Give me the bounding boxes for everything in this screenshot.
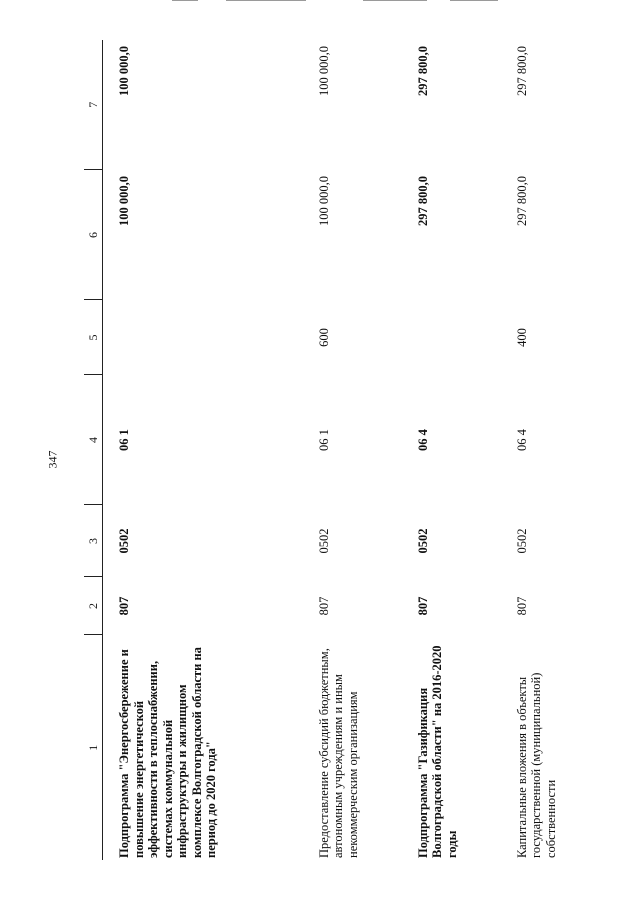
column-number: 3 bbox=[84, 505, 103, 577]
budget-table-area bbox=[84, 40, 600, 860]
column-number: 2 bbox=[84, 577, 103, 635]
row-name: Капитальные вложения в объекты государственной (муниципальной) собственности bbox=[514, 672, 558, 858]
column-number: 4 bbox=[84, 375, 103, 505]
table-row bbox=[402, 40, 501, 860]
expense-type-code bbox=[402, 300, 501, 375]
column-number: 6 bbox=[84, 170, 103, 300]
page-number: 347 bbox=[45, 450, 60, 469]
amount-col7: 100 000,0 bbox=[117, 46, 131, 96]
amount-col6: 297 800,0 bbox=[415, 176, 430, 226]
ministry-code: 807 bbox=[514, 596, 529, 616]
section-code: 0502 bbox=[415, 528, 430, 554]
expense-type-code: 600 bbox=[316, 328, 331, 347]
row-name: Предоставление субсидий бюджетным, автономным учреждениям и иным некоммерческим организациям bbox=[316, 648, 360, 858]
column-number-row bbox=[84, 40, 103, 860]
ministry-code: 807 bbox=[415, 596, 430, 616]
scan-mark bbox=[172, 0, 198, 1]
amount-col6: 100 000,0 bbox=[316, 176, 331, 226]
expense-type-code bbox=[103, 300, 303, 375]
section-code: 0502 bbox=[514, 528, 529, 554]
amount-col6: 297 800,0 bbox=[514, 176, 529, 226]
scan-mark bbox=[363, 0, 427, 1]
ministry-code: 807 bbox=[316, 596, 331, 616]
target-article-code: 06 1 bbox=[316, 429, 331, 451]
amount-col6: 100 000,0 bbox=[117, 176, 131, 226]
expense-type-code: 400 bbox=[514, 328, 529, 347]
amount-col7: 297 800,0 bbox=[514, 46, 529, 96]
column-number: 5 bbox=[84, 300, 103, 375]
row-name: Подпрограмма "Газификация Волгоградской области" на 2016-2020 годы bbox=[415, 645, 459, 858]
scan-mark bbox=[226, 0, 306, 1]
scan-mark bbox=[450, 0, 498, 1]
amount-col7: 100 000,0 bbox=[316, 46, 331, 96]
target-article-code: 06 1 bbox=[117, 429, 131, 451]
ministry-code: 807 bbox=[117, 596, 131, 616]
target-article-code: 06 4 bbox=[514, 429, 529, 451]
column-number: 7 bbox=[84, 40, 103, 170]
budget-table bbox=[84, 40, 600, 860]
table-row bbox=[501, 40, 600, 860]
section-code: 0502 bbox=[117, 528, 131, 554]
row-name: Подпрограмма "Энергосбережение и повышение энергетической эффективности в теплоснабжении, системах коммунальной инфраструктуры и жилищном комплексе Волгоградской области на период до 2020 года" bbox=[117, 647, 218, 858]
target-article-code: 06 4 bbox=[415, 429, 430, 451]
section-code: 0502 bbox=[316, 528, 331, 554]
table-row bbox=[103, 40, 303, 860]
amount-col7: 297 800,0 bbox=[415, 46, 430, 96]
table-row bbox=[303, 40, 402, 860]
column-number: 1 bbox=[84, 635, 103, 860]
